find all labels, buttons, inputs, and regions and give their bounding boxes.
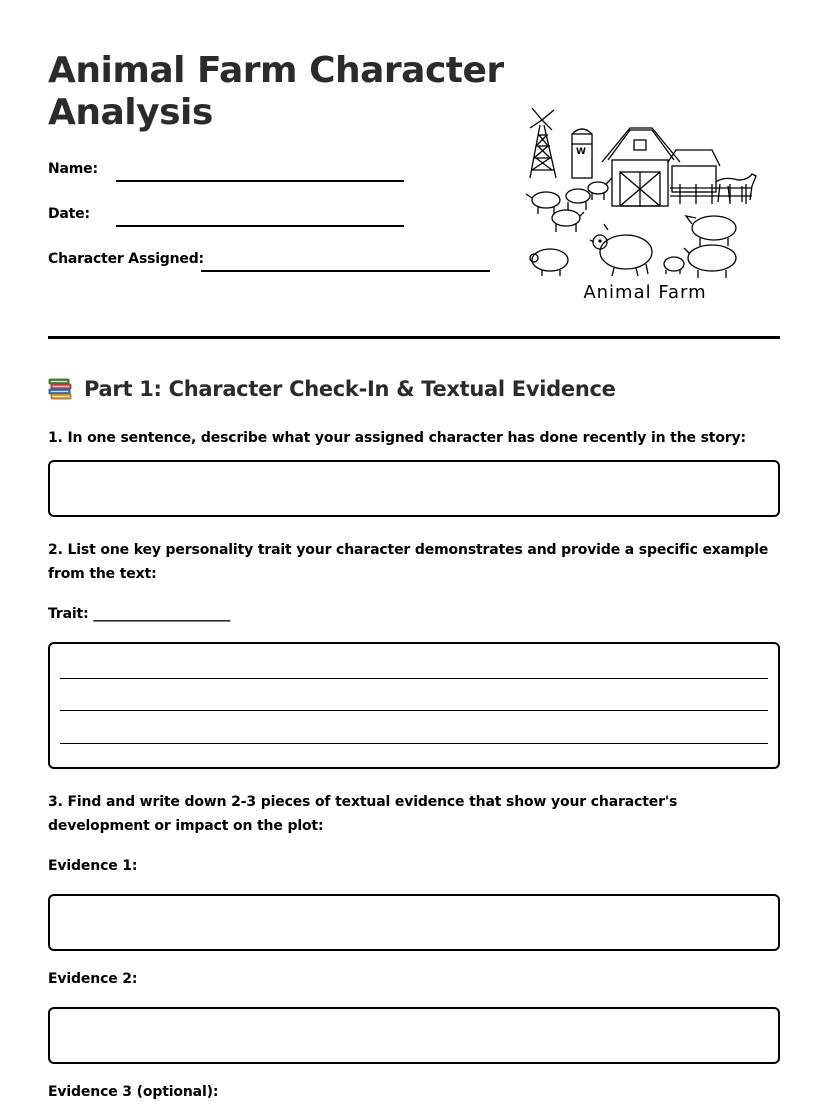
small-animals-icon [526, 178, 612, 232]
answer-box-q1[interactable] [48, 460, 780, 517]
name-field[interactable] [116, 180, 404, 182]
barn-icon [602, 128, 720, 206]
farm-illustration [520, 100, 760, 310]
section-divider [48, 336, 780, 339]
fence-icon [670, 184, 752, 204]
name-label: Name: [48, 161, 98, 177]
evidence-2-box[interactable] [48, 1007, 780, 1064]
cow-icon [684, 216, 736, 278]
question-3: 3. Find and write down 2-3 pieces of textual evidence that show your character's development or impact on the plot: [48, 794, 678, 834]
windmill-icon [530, 108, 556, 178]
evidence-3-label: Evidence 3 (optional): [48, 1084, 219, 1100]
trait-label: Trait: ____________________ [48, 606, 231, 622]
worksheet-title: Animal Farm Character Analysis [48, 50, 504, 133]
part1-heading-text: Part 1: Character Check-In & Textual Evidence [84, 377, 616, 401]
silo-letter: W [576, 147, 586, 157]
writing-line [60, 743, 768, 744]
character-field[interactable] [201, 270, 490, 272]
illustration-caption: Animal Farm [583, 282, 707, 303]
date-field[interactable] [116, 225, 404, 227]
writing-line [60, 678, 768, 679]
writing-line [60, 710, 768, 711]
question-2: 2. List one key personality trait your character demonstrates and provide a specific example from the text: [48, 542, 769, 582]
piglet-icon [664, 257, 684, 274]
evidence-2-label: Evidence 2: [48, 971, 138, 987]
question-1: 1. In one sentence, describe what your assigned character has done recently in the story: [48, 430, 746, 446]
pig-icon [530, 249, 568, 276]
books-icon [48, 377, 74, 401]
evidence-1-box[interactable] [48, 894, 780, 951]
character-label: Character Assigned: [48, 251, 204, 267]
date-label: Date: [48, 206, 90, 222]
part1-heading [48, 374, 616, 404]
big-pig-icon [590, 224, 652, 276]
evidence-1-label: Evidence 1: [48, 858, 138, 874]
answer-box-q2[interactable] [48, 642, 780, 769]
